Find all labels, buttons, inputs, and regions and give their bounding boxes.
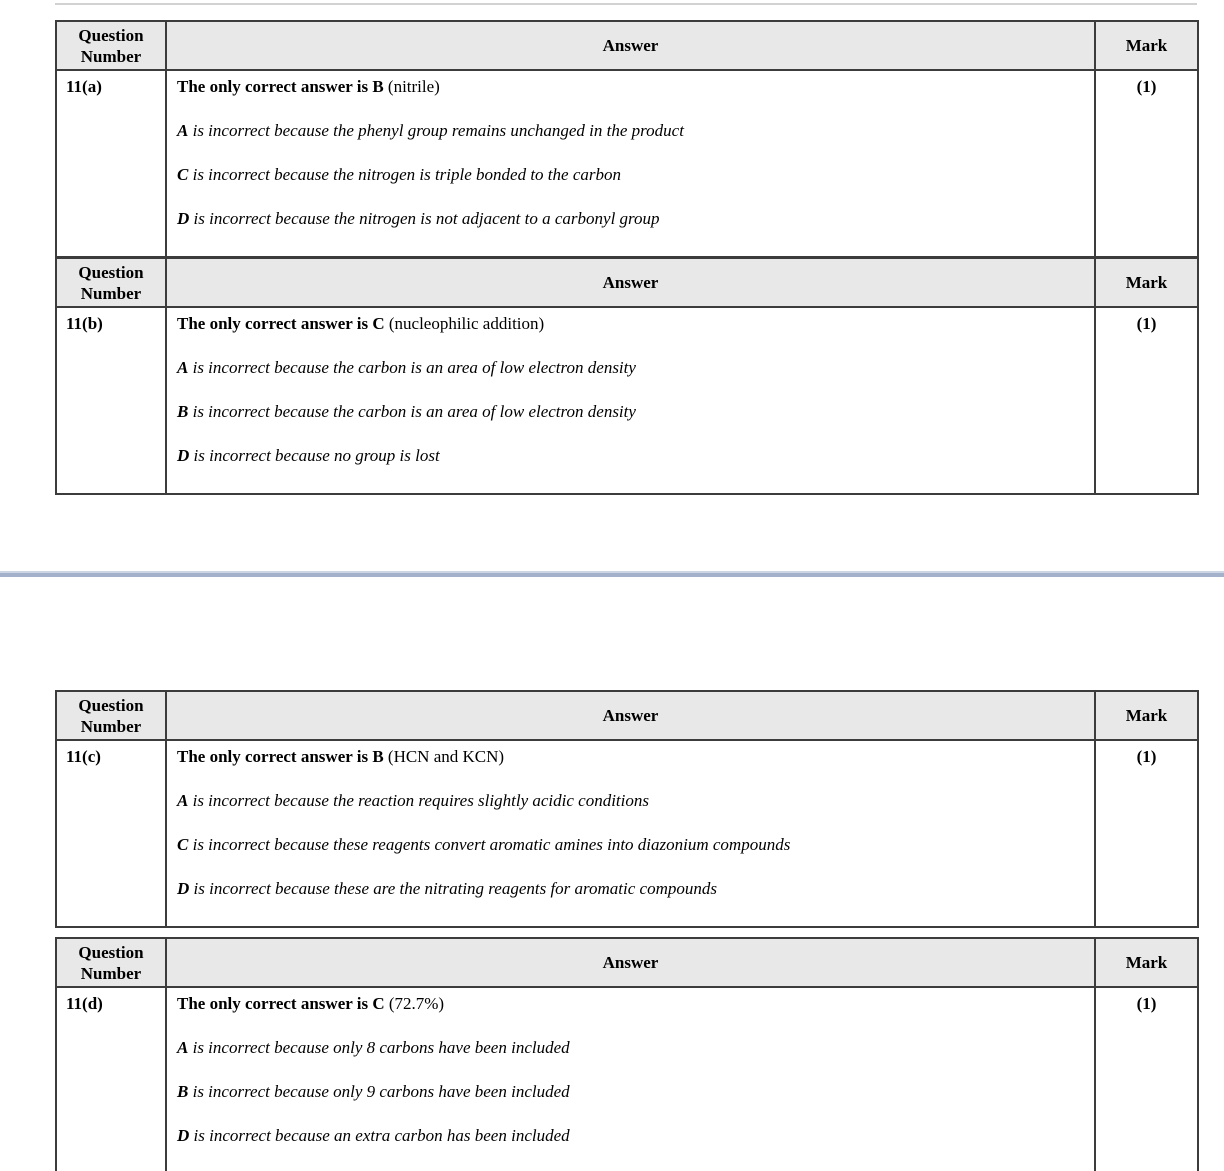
explanation-line: A is incorrect because the carbon is an area of low electron density	[177, 358, 636, 377]
explanation-line: B is incorrect because only 9 carbons have been included	[177, 1082, 570, 1101]
mark-header: Mark	[1095, 258, 1198, 307]
correct-answer-line: The only correct answer is C (nucleophilic addition)	[177, 314, 545, 333]
mark-scheme-table-11b	[55, 257, 1199, 495]
answer-cell	[166, 70, 1095, 257]
explanation-line: D is incorrect because the nitrogen is not adjacent to a carbonyl group	[177, 209, 660, 228]
explanation-line: A is incorrect because only 8 carbons have been included	[177, 1038, 570, 1057]
mark-header: Mark	[1095, 938, 1198, 987]
answer-cell	[166, 987, 1095, 1171]
answer-header: Answer	[166, 691, 1095, 740]
question-number-cell: 11(a)	[56, 70, 166, 257]
question-number-header: Question Number	[56, 938, 166, 987]
mark-cell: (1)	[1095, 307, 1198, 494]
question-number-header: Question Number	[56, 258, 166, 307]
question-number-cell: 11(b)	[56, 307, 166, 494]
table-row	[56, 307, 1198, 494]
answer-header: Answer	[166, 21, 1095, 70]
question-number-header: Question Number	[56, 691, 166, 740]
table-header-row	[56, 938, 1198, 987]
explanation-line: A is incorrect because the reaction requires slightly acidic conditions	[177, 791, 649, 810]
page-top-rule	[55, 3, 1197, 5]
table-row	[56, 70, 1198, 257]
table-header-row	[56, 691, 1198, 740]
mark-header: Mark	[1095, 691, 1198, 740]
mark-scheme-table-11d	[55, 937, 1199, 1171]
answer-header: Answer	[166, 938, 1095, 987]
correct-answer-line: The only correct answer is B (HCN and KCN)	[177, 747, 505, 766]
question-number-cell: 11(d)	[56, 987, 166, 1171]
question-number-cell: 11(c)	[56, 740, 166, 927]
explanation-line: C is incorrect because the nitrogen is triple bonded to the carbon	[177, 165, 621, 184]
question-number-header: Question Number	[56, 21, 166, 70]
explanation-line: D is incorrect because no group is lost	[177, 446, 440, 465]
table-row	[56, 987, 1198, 1171]
mark-cell: (1)	[1095, 740, 1198, 927]
mark-cell: (1)	[1095, 987, 1198, 1171]
explanation-line: B is incorrect because the carbon is an area of low electron density	[177, 402, 636, 421]
correct-answer-line: The only correct answer is B (nitrile)	[177, 77, 440, 96]
mark-cell: (1)	[1095, 70, 1198, 257]
explanation-line: D is incorrect because these are the nitrating reagents for aromatic compounds	[177, 879, 717, 898]
mark-scheme-table-11c	[55, 690, 1199, 928]
answer-cell	[166, 307, 1095, 494]
table-header-row	[56, 21, 1198, 70]
table-header-row	[56, 258, 1198, 307]
answer-cell	[166, 740, 1095, 927]
mark-header: Mark	[1095, 21, 1198, 70]
table-row	[56, 740, 1198, 927]
mark-scheme-table-11a	[55, 20, 1199, 258]
explanation-line: D is incorrect because an extra carbon has been included	[177, 1126, 570, 1145]
explanation-line: C is incorrect because these reagents convert aromatic amines into diazonium compounds	[177, 835, 791, 854]
explanation-line: A is incorrect because the phenyl group remains unchanged in the product	[177, 121, 684, 140]
answer-header: Answer	[166, 258, 1095, 307]
correct-answer-line: The only correct answer is C (72.7%)	[177, 994, 445, 1013]
page-break-divider	[0, 571, 1224, 577]
